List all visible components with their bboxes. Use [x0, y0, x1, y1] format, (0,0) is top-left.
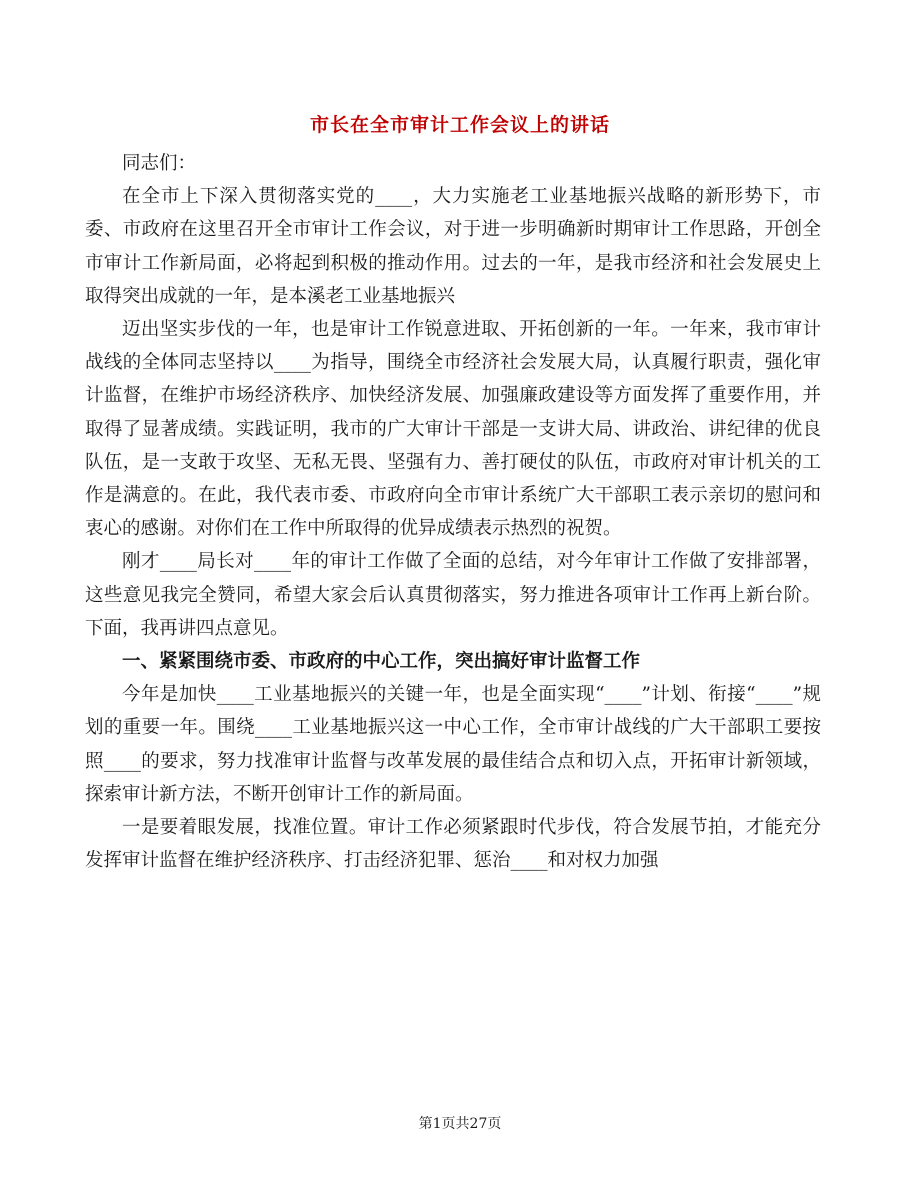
section-heading: 一、紧紧围绕市委、市政府的中心工作，突出搞好审计监督工作: [122, 651, 641, 673]
paragraph: 在全市上下深入贯彻落实党的____，大力实施老工业基地振兴战略的新形势下，市委、市政府在这里召开全市审计工作会议，对于进一步明确新时期审计工作思路，开创全市审计工作新局面，必将起到积极的推动作用。过去的一年，是我市经济和社会发展史上取得突出成就的一年，是本溪老工业基地振兴: [85, 186, 821, 307]
paragraph: 一是要着眼发展，找准位置。审计工作必须紧跟时代步伐，符合发展节拍，才能充分发挥审计监督在维护经济秩序、打击经济犯罪、惩治____和对权力加强: [85, 817, 821, 872]
paragraph: 今年是加快____工业基地振兴的关键一年，也是全面实现“____”计划、衔接“____”规划的重要一年。围绕____工业基地振兴这一中心工作，全市审计战线的广大干部职工要按照____的要求，努力找准审计监督与改革发展的最佳结合点和切入点，开拓审计新领域，探索审计新方法，不断开创审计工作的新局面。: [85, 684, 821, 805]
paragraph: 刚才____局长对____年的审计工作做了全面的总结，对今年审计工作做了安排部署，这些意见我完全赞同，希望大家会后认真贯彻落实，努力推进各项审计工作再上新台阶。下面，我再讲四点意见。: [85, 551, 821, 639]
salutation: 同志们：: [122, 153, 197, 174]
document-title: 市长在全市审计工作会议上的讲话: [309, 114, 610, 136]
paragraph: 迈出坚实步伐的一年，也是审计工作锐意进取、开拓创新的一年。一年来，我市审计战线的全体同志坚持以____为指导，围绕全市经济社会发展大局，认真履行职责，强化审计监督，在维护市场经济秩序、加快经济发展、加强廉政建设等方面发挥了重要作用，并取得了显著成绩。实践证明，我市的广大审计干部是一支讲大局、讲政治、讲纪律的优良队伍，是一支敢于攻坚、无私无畏、坚强有力、善打硬仗的队伍，市政府对审计机关的工作是满意的。在此，我代表市委、市政府向全市审计系统广大干部职工表示亲切的慰问和衷心的感谢。对你们在工作中所取得的优异成绩表示热烈的祝贺。: [85, 319, 821, 540]
page-number: 第1页共27页: [418, 1116, 502, 1132]
document-body: [85, 147, 821, 877]
